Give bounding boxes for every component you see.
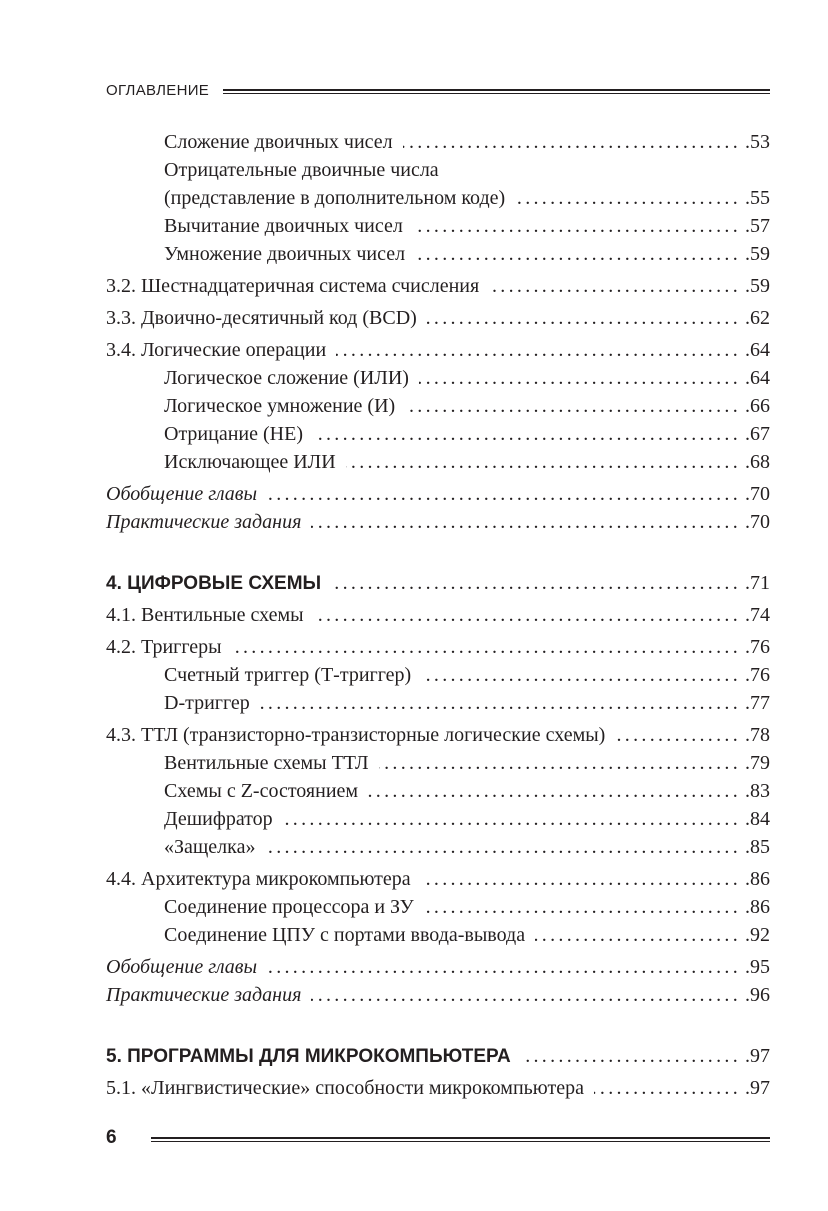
running-header bbox=[106, 80, 770, 100]
toc-entry-title: 3.4. Логические операции bbox=[106, 339, 327, 361]
toc-entry-page: .67 bbox=[745, 423, 770, 445]
toc-entry bbox=[106, 184, 770, 212]
table-of-contents bbox=[106, 128, 770, 1102]
toc-entry bbox=[106, 448, 770, 476]
toc-entry-title: «Защелка» bbox=[164, 836, 256, 858]
toc-entry-page: .97 bbox=[745, 1045, 770, 1067]
toc-entry-page: .66 bbox=[745, 395, 770, 417]
toc-entry-page: .57 bbox=[745, 215, 770, 237]
toc-section bbox=[106, 336, 770, 364]
dot-leader bbox=[535, 921, 741, 949]
toc-entry-page: .85 bbox=[745, 836, 770, 858]
toc-entry-page: .59 bbox=[745, 275, 770, 297]
dot-leader bbox=[346, 448, 741, 476]
toc-entry-title: Соединение ЦПУ с портами ввода-вывода bbox=[164, 924, 526, 946]
toc-entry-title: Практические задания bbox=[106, 511, 302, 533]
dot-leader bbox=[267, 953, 741, 981]
toc-summary bbox=[106, 480, 770, 508]
toc-entry-title: 3.3. Двоично-десятичный код (BCD) bbox=[106, 307, 417, 329]
toc-section bbox=[106, 633, 770, 661]
toc-entry-title: Обобщение главы bbox=[106, 483, 258, 505]
toc-entry bbox=[106, 240, 770, 268]
toc-entry-page: .76 bbox=[745, 664, 770, 686]
toc-entry-page: .59 bbox=[745, 243, 770, 265]
dot-leader bbox=[515, 184, 741, 212]
dot-leader bbox=[232, 633, 741, 661]
toc-entry-title: 3.2. Шестнадцатеричная система счисления bbox=[106, 275, 480, 297]
dot-leader bbox=[615, 721, 741, 749]
toc-entry-title: Дешифратор bbox=[164, 808, 273, 830]
toc-entry-title: 4.1. Вентильные схемы bbox=[106, 604, 304, 626]
toc-entry bbox=[106, 921, 770, 949]
toc-chapter-title: 5. ПРОГРАММЫ ДЛЯ МИКРОКОМПЬЮТЕРА bbox=[106, 1046, 511, 1067]
toc-entry bbox=[106, 805, 770, 833]
dot-leader bbox=[283, 805, 741, 833]
toc-section bbox=[106, 272, 770, 300]
toc-entry-page: .64 bbox=[745, 367, 770, 389]
toc-entry bbox=[106, 893, 770, 921]
toc-entry bbox=[106, 156, 770, 184]
toc-entry-page: .68 bbox=[745, 451, 770, 473]
toc-entry-page: .62 bbox=[745, 307, 770, 329]
toc-entry-page: .77 bbox=[745, 692, 770, 714]
toc-summary bbox=[106, 953, 770, 981]
dot-leader bbox=[311, 508, 741, 536]
running-footer bbox=[106, 1126, 770, 1150]
dot-leader bbox=[313, 420, 741, 448]
toc-entry bbox=[106, 392, 770, 420]
toc-entry-page: .92 bbox=[745, 924, 770, 946]
toc-entry-page: .79 bbox=[745, 752, 770, 774]
toc-entry-title: 5.1. «Лингвистические» способности микрокомпьютера bbox=[106, 1077, 584, 1099]
toc-entry-title: Логическое сложение (ИЛИ) bbox=[164, 367, 409, 389]
toc-entry-page: .97 bbox=[745, 1077, 770, 1099]
dot-leader bbox=[405, 392, 741, 420]
toc-section bbox=[106, 304, 770, 332]
dot-leader bbox=[368, 777, 741, 805]
dot-leader bbox=[311, 981, 741, 1009]
toc-entry bbox=[106, 420, 770, 448]
toc-entry-page: .64 bbox=[745, 339, 770, 361]
toc-chapter bbox=[106, 1042, 770, 1070]
footer-rule bbox=[151, 1137, 770, 1142]
toc-entry-page: .78 bbox=[745, 724, 770, 746]
toc-entry-page: .86 bbox=[745, 896, 770, 918]
toc-entry-title: D-триггер bbox=[164, 692, 250, 714]
dot-leader bbox=[267, 480, 741, 508]
toc-entry bbox=[106, 689, 770, 717]
toc-entry-title: Практические задания bbox=[106, 984, 302, 1006]
dot-leader bbox=[421, 661, 741, 689]
header-rule bbox=[223, 89, 770, 94]
toc-section bbox=[106, 1074, 770, 1102]
dot-leader bbox=[260, 689, 741, 717]
toc-entry-title: 4.4. Архитектура микрокомпьютера bbox=[106, 868, 411, 890]
toc-entry bbox=[106, 212, 770, 240]
toc-entry-title: Отрицательные двоичные числа bbox=[164, 159, 439, 181]
toc-exercises bbox=[106, 508, 770, 536]
toc-entry-page: .74 bbox=[745, 604, 770, 626]
toc-entry-title: (представление в дополнительном коде) bbox=[164, 187, 506, 209]
toc-entry bbox=[106, 777, 770, 805]
dot-leader bbox=[521, 1042, 741, 1070]
dot-leader bbox=[331, 569, 741, 597]
toc-chapter-title: 4. ЦИФРОВЫЕ СХЕМЫ bbox=[106, 573, 322, 594]
toc-entry-title: Счетный триггер (Т-триггер) bbox=[164, 664, 412, 686]
dot-leader bbox=[336, 336, 741, 364]
toc-entry bbox=[106, 128, 770, 156]
dot-leader bbox=[421, 865, 741, 893]
toc-entry-title: Сложение двоичных чисел bbox=[164, 131, 393, 153]
page-number: 6 bbox=[106, 1127, 117, 1148]
toc-entry-page: .70 bbox=[745, 511, 770, 533]
toc-entry-page: .70 bbox=[745, 483, 770, 505]
toc-entry-title: Отрицание (НЕ) bbox=[164, 423, 303, 445]
toc-entry-title: Соединение процессора и ЗУ bbox=[164, 896, 414, 918]
dot-leader bbox=[427, 304, 741, 332]
dot-leader bbox=[424, 893, 741, 921]
dot-leader bbox=[419, 364, 741, 392]
toc-entry-page: .84 bbox=[745, 808, 770, 830]
dot-leader bbox=[594, 1074, 741, 1102]
toc-entry-page: .83 bbox=[745, 780, 770, 802]
toc-entry-page: .95 bbox=[745, 956, 770, 978]
toc-entry-title: Вычитание двоичных чисел bbox=[164, 215, 403, 237]
toc-entry-title: 4.3. ТТЛ (транзисторно-транзисторные логические схемы) bbox=[106, 724, 606, 746]
toc-entry-page: .71 bbox=[745, 572, 770, 594]
toc-entry bbox=[106, 364, 770, 392]
toc-entry bbox=[106, 749, 770, 777]
dot-leader bbox=[489, 272, 741, 300]
dot-leader bbox=[314, 601, 741, 629]
toc-section bbox=[106, 865, 770, 893]
toc-entry-page: .86 bbox=[745, 868, 770, 890]
toc-chapter bbox=[106, 569, 770, 597]
dot-leader bbox=[413, 212, 741, 240]
toc-section bbox=[106, 721, 770, 749]
toc-entry-page: .96 bbox=[745, 984, 770, 1006]
toc-entry bbox=[106, 833, 770, 861]
dot-leader bbox=[403, 128, 741, 156]
toc-entry-title: Логическое умножение (И) bbox=[164, 395, 396, 417]
toc-entry-title: Обобщение главы bbox=[106, 956, 258, 978]
toc-entry bbox=[106, 661, 770, 689]
toc-entry-page: .53 bbox=[745, 131, 770, 153]
toc-section bbox=[106, 601, 770, 629]
toc-entry-title: Исключающее ИЛИ bbox=[164, 451, 336, 473]
dot-leader bbox=[265, 833, 741, 861]
dot-leader bbox=[379, 749, 741, 777]
toc-entry-page: .55 bbox=[745, 187, 770, 209]
toc-entry-title: Схемы с Z-состоянием bbox=[164, 780, 359, 802]
toc-exercises bbox=[106, 981, 770, 1009]
dot-leader bbox=[415, 240, 741, 268]
toc-entry-title: Умножение двоичных чисел bbox=[164, 243, 406, 265]
header-title: ОГЛАВЛЕНИЕ bbox=[106, 81, 210, 99]
toc-entry-page: .76 bbox=[745, 636, 770, 658]
toc-entry-title: 4.2. Триггеры bbox=[106, 636, 222, 658]
toc-entry-title: Вентильные схемы ТТЛ bbox=[164, 752, 369, 774]
